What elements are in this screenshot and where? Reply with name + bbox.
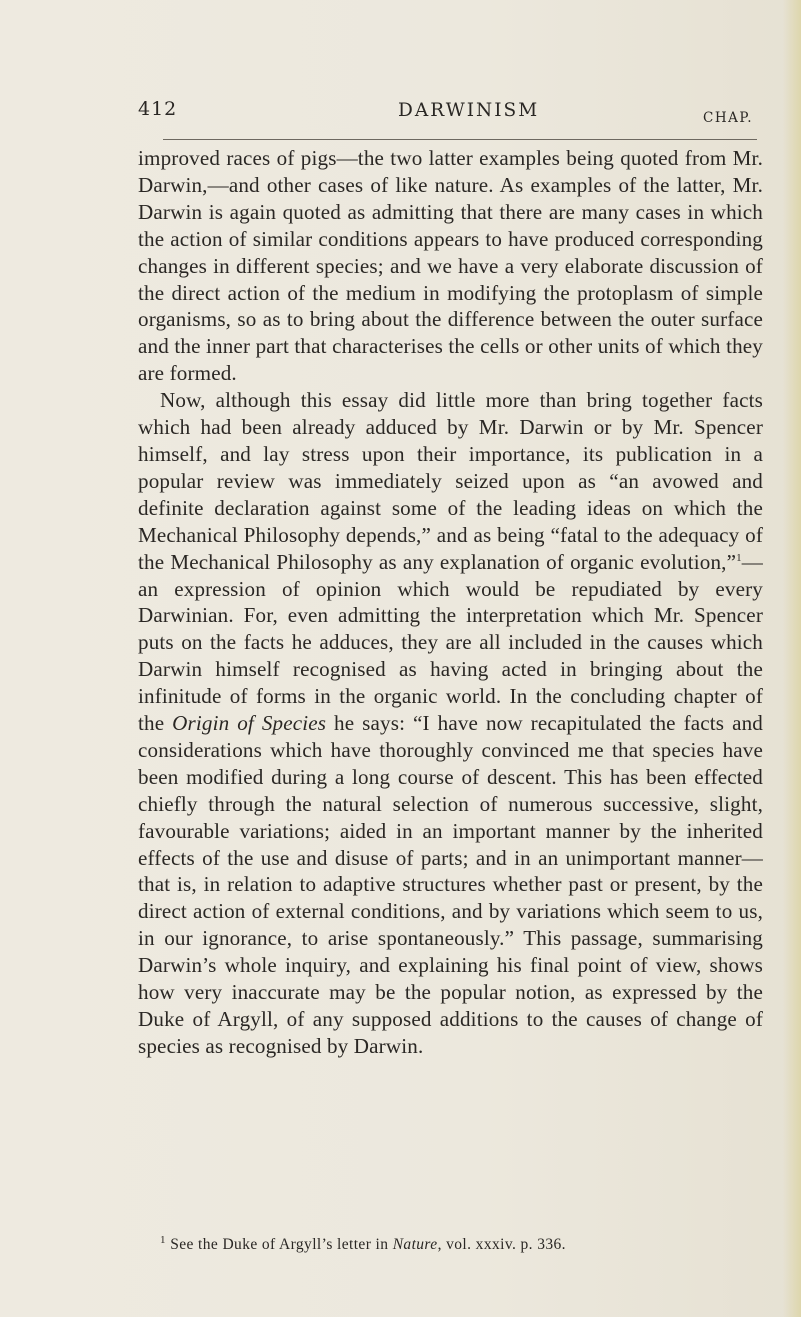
page-number: 412	[138, 98, 178, 120]
paragraph-2-text-c: he says: “I have now recapitulated the facts and considerations which have thoroughly convinced me that species have been modified during a long course of descent. This has been effected chiefly through the natural selection of numerous successive, slight, favourable variations; aided in an important manner by the inherited effects of the use and disuse of parts; and in an unimportant manner—that is, in relation to adaptive structures whether past or present, by the direct action of external conditions, and by variations which seem to us, in our ignorance, to arise spontaneously.” This passage, summarising Darwin’s whole inquiry, and explaining his final point of view, shows how very inaccurate may be the popular notion, as expressed by the Duke of Argyll, of any supposed additions to the causes of change of species as recognised by Darwin.	[138, 711, 763, 1058]
book-title-origin-of-species: Origin of Species	[172, 711, 327, 736]
header-rule	[163, 139, 757, 140]
paragraph-1: improved races of pigs—the two latter examples being quoted from Mr. Darwin,—and other cases of like nature. As examples of the latter, Mr. Darwin is again quoted as admitting that there are many cases in which the action of similar conditions appears to have produced corresponding changes in different species; and we have a very elaborate discussion of the direct action of the medium in modifying the protoplasm of simple organisms, so as to bring about the difference between the outer surface and the inner part that characterises the cells or other units of which they are formed.	[138, 146, 763, 386]
journal-title-nature: Nature	[392, 1236, 438, 1253]
footnote-mark: 1	[160, 1233, 166, 1246]
page-header	[138, 98, 763, 138]
body-text	[138, 145, 763, 1060]
paragraph-2-text-b: —an expression of opinion which would be repudiated by every Darwinian. For, even admitting the interpretation which Mr. Spencer puts on the facts he adduces, they are all included in the causes which Darwin himself recognised as having acted in bringing about the infinitude of forms in the organic world. In the concluding chapter of the	[138, 549, 763, 736]
paragraph-2-text-a: Now, although this essay did little more than bring together facts which had been already adduced by Mr. Darwin or by Mr. Spencer himself, and lay stress upon their importance, its publication in a popular review was immediately seized upon as “an avowed and definite declaration against some of the leading ideas on which the Mechanical Philosophy depends,” and as being “fatal to the adequacy of the Mechanical Philosophy as any explanation of organic evolution,”	[138, 388, 763, 574]
paragraph-2	[138, 387, 763, 1060]
chapter-label: CHAP.	[703, 110, 753, 126]
footnote-text-a: See the Duke of Argyll’s letter in	[170, 1236, 393, 1253]
footnote	[160, 1233, 760, 1254]
footnote-text-b: , vol. xxxiv. p. 336.	[437, 1236, 566, 1253]
page-edge	[783, 0, 801, 1317]
footnote-reference: 1	[736, 551, 742, 564]
running-title: DARWINISM	[398, 100, 540, 121]
